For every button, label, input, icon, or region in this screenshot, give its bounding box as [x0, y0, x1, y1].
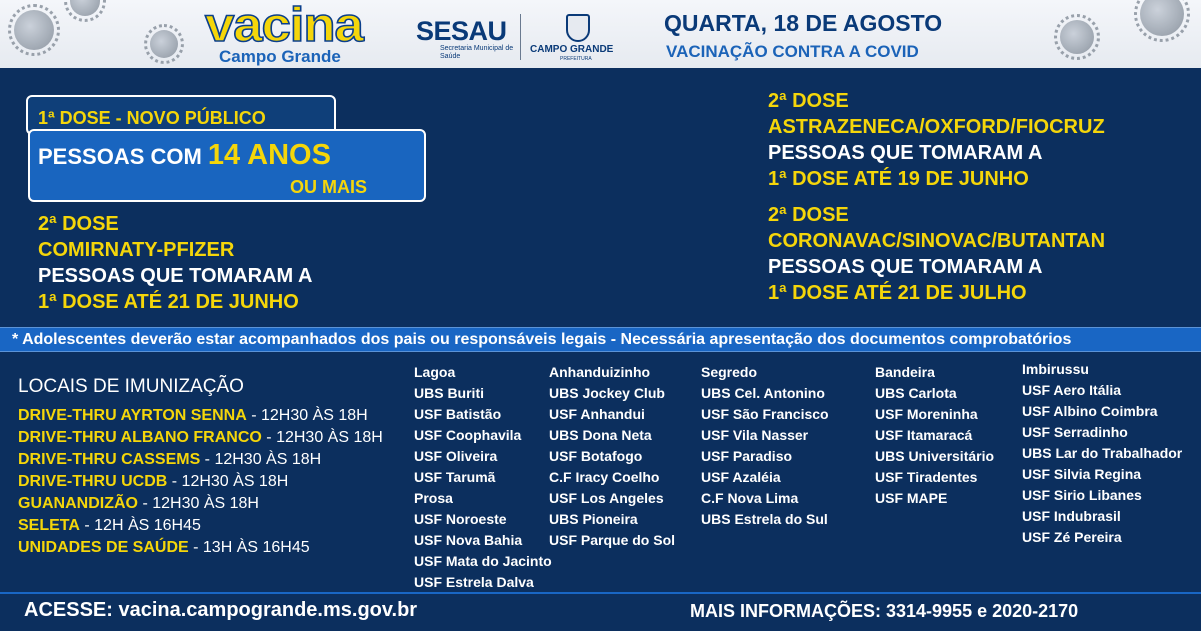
schedule-place: SELETA	[18, 517, 80, 534]
unit-item: USF Coophavila	[414, 427, 522, 443]
unit-item: USF MAPE	[875, 490, 948, 506]
unit-item: USF Oliveira	[414, 448, 498, 464]
astrazeneca-dose: 2ª DOSE	[768, 90, 849, 112]
website-label: ACESSE:	[24, 599, 119, 621]
locations-title: LOCAIS DE IMUNIZAÇÃO	[18, 376, 244, 397]
unit-item: USF Nova Bahia	[414, 532, 523, 548]
unit-item: UBS Cel. Antonino	[701, 385, 825, 401]
region-name: Lagoa	[414, 364, 456, 380]
age-group-suffix: OU MAIS	[290, 177, 368, 197]
region-name: Imbirussu	[1022, 361, 1089, 377]
unit-item: USF Parque do Sol	[549, 532, 676, 548]
schedule-place: UNIDADES DE SAÚDE	[18, 539, 189, 556]
schedule-item	[18, 493, 383, 515]
unit-item: USF Mata do Jacinto	[414, 553, 552, 569]
age-group-highlight: 14 ANOS	[207, 139, 331, 171]
schedule-time: - 12H30 ÀS 18H	[246, 407, 368, 424]
age-group-prefix: PESSOAS COM	[38, 144, 208, 169]
unit-item: USF Azaléia	[701, 469, 781, 485]
vacina-logo-city: Campo Grande	[219, 47, 341, 66]
coronavac-who: PESSOAS QUE TOMARAM A	[768, 256, 1043, 278]
schedule-time: - 12H30 ÀS 18H	[167, 473, 289, 490]
unit-item: USF Vila Nasser	[701, 427, 809, 443]
schedule-time: - 12H30 ÀS 18H	[138, 495, 259, 512]
new-public-label: 1ª DOSE - NOVO PÚBLICO	[38, 108, 266, 128]
sesau-logo: SESAU	[416, 16, 507, 46]
schedule-item	[18, 471, 383, 493]
unit-item: USF Tiradentes	[875, 469, 978, 485]
coat-of-arms-icon	[566, 14, 590, 42]
unit-item: USF São Francisco	[701, 406, 829, 422]
phones-value: 3314-9955 e 2020-2170	[886, 601, 1079, 621]
schedule-list	[18, 405, 383, 559]
coronavac-block	[768, 202, 1105, 306]
website-link[interactable]: vacina.campogrande.ms.gov.br	[118, 599, 418, 621]
schedule-place: DRIVE-THRU AYRTON SENNA	[18, 407, 247, 424]
pfizer-block	[38, 211, 312, 315]
unit-item: UBS Carlota	[875, 385, 957, 401]
unit-item: UBS Dona Neta	[549, 427, 652, 443]
campaign-subtitle: VACINAÇÃO CONTRA A COVID	[666, 42, 919, 61]
date-title: QUARTA, 18 DE AGOSTO	[664, 10, 943, 36]
schedule-item	[18, 537, 383, 559]
prefeitura-subtitle: PREFEITURA	[560, 56, 592, 62]
unit-item: USF Indubrasil	[1022, 508, 1121, 524]
unit-item: USF Albino Coimbra	[1022, 403, 1158, 419]
region-imbirussu	[1022, 359, 1182, 548]
unit-item: USF Tarumã	[414, 469, 496, 485]
schedule-place: DRIVE-THRU ALBANO FRANCO	[18, 429, 262, 446]
unit-item: USF Aero Itália	[1022, 382, 1122, 398]
unit-item: USF Serradinho	[1022, 424, 1128, 440]
unit-item: USF Zé Pereira	[1022, 529, 1122, 545]
schedule-item	[18, 449, 383, 471]
vacina-logo: vacina	[205, 0, 363, 52]
region-name: Bandeira	[875, 364, 935, 380]
region-lagoa	[414, 362, 552, 593]
footer-phones	[690, 601, 1078, 622]
pfizer-dose: 2ª DOSE	[38, 213, 119, 235]
unit-item: USF Moreninha	[875, 406, 978, 422]
coronavac-dose: 2ª DOSE	[768, 204, 849, 226]
unit-item: UBS Universitário	[875, 448, 995, 464]
astrazeneca-deadline: 1ª DOSE ATÉ 19 DE JUNHO	[768, 168, 1029, 190]
unit-item: UBS Buriti	[414, 385, 484, 401]
unit-item: USF Itamaracá	[875, 427, 973, 443]
adolescent-notice: * Adolescentes deverão estar acompanhados dos pais ou responsáveis legais - Necessária apresentação dos documentos comprobatórios	[0, 327, 1201, 352]
schedule-time: - 13H ÀS 16H45	[188, 539, 310, 556]
pfizer-deadline: 1ª DOSE ATÉ 21 DE JUNHO	[38, 291, 299, 313]
unit-item: USF Batistão	[414, 406, 502, 422]
region-bandeira	[875, 362, 994, 509]
virus-icon	[1060, 20, 1094, 54]
schedule-item	[18, 427, 383, 449]
astrazeneca-who: PESSOAS QUE TOMARAM A	[768, 142, 1043, 164]
schedule-time: - 12H30 ÀS 18H	[261, 429, 383, 446]
region-name: Anhanduizinho	[549, 364, 651, 380]
coronavac-vaccine: CORONAVAC/SINOVAC/BUTANTAN	[768, 230, 1106, 252]
virus-icon	[150, 30, 178, 58]
footer-website	[24, 599, 417, 622]
header-banner	[0, 0, 1201, 68]
age-group-box	[28, 129, 426, 202]
region-name: Prosa	[414, 490, 453, 506]
schedule-place: GUANANDIZÃO	[18, 495, 138, 512]
astrazeneca-vaccine: ASTRAZENECA/OXFORD/FIOCRUZ	[768, 116, 1105, 138]
header-divider	[520, 14, 521, 60]
virus-icon	[1140, 0, 1184, 36]
unit-item: USF Silvia Regina	[1022, 466, 1142, 482]
unit-item: USF Paradiso	[701, 448, 793, 464]
schedule-time: - 12H30 ÀS 18H	[200, 451, 322, 468]
unit-item: UBS Pioneira	[549, 511, 638, 527]
pfizer-vaccine: COMIRNATY-PFIZER	[38, 239, 235, 261]
region-name: Segredo	[701, 364, 758, 380]
unit-item: C.F Iracy Coelho	[549, 469, 660, 485]
unit-item: USF Sirio Libanes	[1022, 487, 1142, 503]
unit-item: C.F Nova Lima	[701, 490, 799, 506]
schedule-item	[18, 515, 383, 537]
phones-label: MAIS INFORMAÇÕES:	[690, 601, 886, 621]
virus-icon	[70, 0, 100, 16]
prefeitura-logo: CAMPO GRANDE	[530, 44, 614, 55]
unit-item: UBS Estrela do Sul	[701, 511, 828, 527]
region-segredo	[701, 362, 829, 530]
schedule-place: DRIVE-THRU CASSEMS	[18, 451, 201, 468]
region-anhanduizinho	[549, 362, 675, 551]
unit-item: USF Los Angeles	[549, 490, 664, 506]
astrazeneca-block	[768, 88, 1105, 192]
schedule-time: - 12H ÀS 16H45	[79, 517, 201, 534]
unit-item: UBS Lar do Trabalhador	[1022, 445, 1183, 461]
unit-item: USF Anhandui	[549, 406, 645, 422]
coronavac-deadline: 1ª DOSE ATÉ 21 DE JULHO	[768, 282, 1027, 304]
unit-item: UBS Jockey Club	[549, 385, 665, 401]
pfizer-who: PESSOAS QUE TOMARAM A	[38, 265, 313, 287]
sesau-subtitle: Secretaria Municipal de Saúde	[440, 45, 514, 60]
unit-item: USF Noroeste	[414, 511, 507, 527]
virus-icon	[14, 10, 54, 50]
schedule-place: DRIVE-THRU UCDB	[18, 473, 168, 490]
unit-item: USF Botafogo	[549, 448, 643, 464]
schedule-item	[18, 405, 383, 427]
unit-item: USF Estrela Dalva	[414, 574, 534, 590]
